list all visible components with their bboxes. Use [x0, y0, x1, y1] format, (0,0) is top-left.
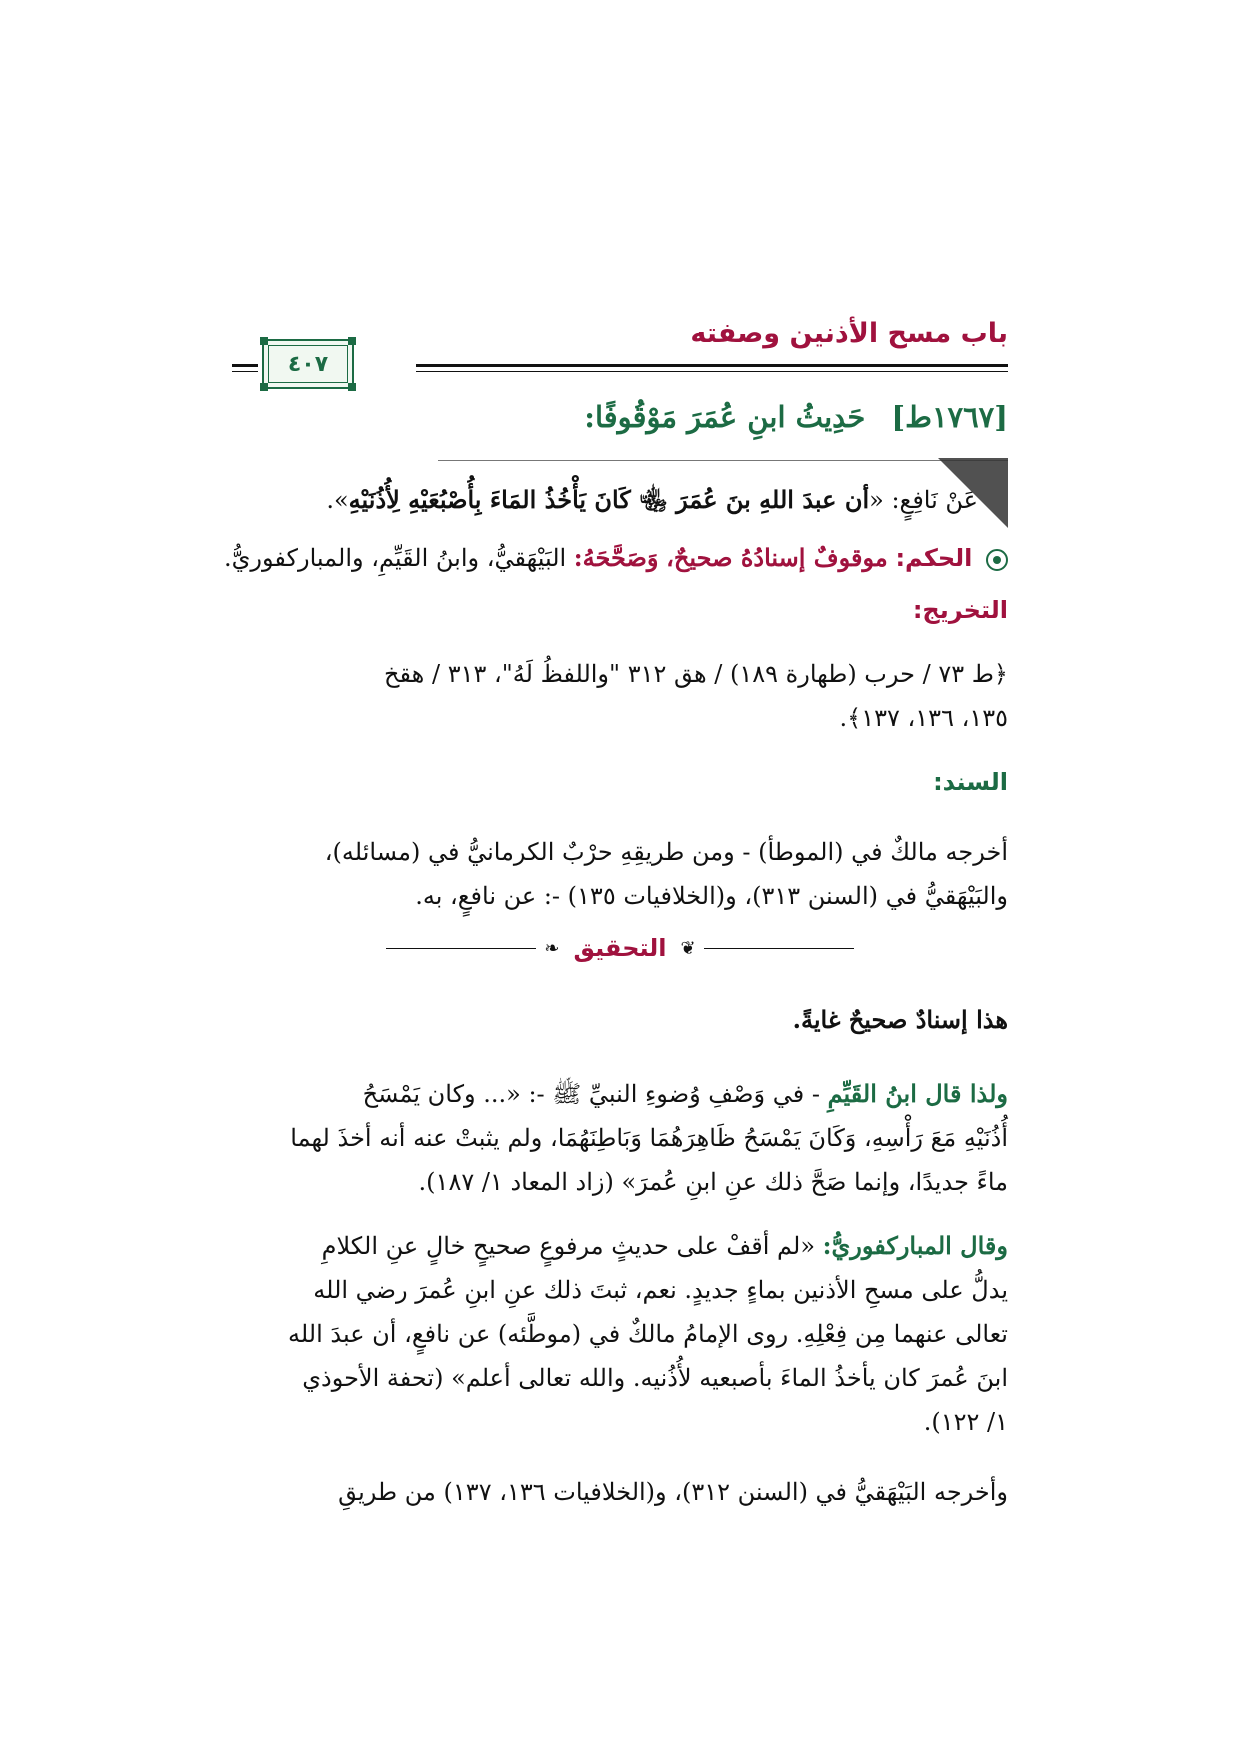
- sanad-heading: السند:: [933, 768, 1008, 796]
- frame-corner-icon: [260, 383, 268, 391]
- header-rule-left: [232, 364, 258, 367]
- ruling-line: [224, 536, 1008, 580]
- ruling-authenticated-by: وَصَحَّحَهُ:: [573, 543, 659, 572]
- divider-line: [704, 948, 854, 949]
- p1-line-1-rest: - في وَصْفِ وُضوءِ النبيِّ ﷺ -: «... وكان يَمْسَحُ: [362, 1080, 828, 1108]
- flourish-icon: ❦: [680, 937, 696, 959]
- tahqiq-divider: [232, 928, 1008, 968]
- hadith-text-bold: أن عبدَ اللهِ بنَ عُمَرَ ﵄ كَانَ يَأْخُذُ المَاءَ بِأُصْبُعَيْهِ لِأُذُنَيْهِ: [348, 485, 870, 514]
- p2-line-3: تعالى عنهما مِن فِعْلِهِ. روى الإمامُ مالكٌ في (موطَّئه) عن نافعٍ، أن عبدَ الله: [287, 1320, 1008, 1348]
- hadith-title: حَدِيثُ ابنِ عُمَرَ مَوْقُوفًا:: [584, 400, 866, 434]
- p2-line-4: ابنَ عُمرَ كان يأخذُ الماءَ بأصبعيه لأُذُنيه. والله تعالى أعلم» (تحفة الأحوذي: [302, 1364, 1008, 1392]
- takhrij-line-1: ﴿ط ٧٣ / حرب (طهارة ١٨٩) / هق ٣١٢ "واللفظُ لَهُ"، ٣١٣ / هقخ: [384, 660, 1008, 688]
- hadith-text-prefix: عَنْ نَافِعٍ: «: [869, 486, 978, 514]
- divider-line: [386, 948, 536, 949]
- takhrij-heading: التخريج:: [912, 596, 1008, 624]
- p1-line-1: [232, 1072, 1008, 1116]
- p2-lead: وقال المباركفوريُّ:: [822, 1231, 1008, 1260]
- p1-lead: ولذا قال ابنُ القَيِّمِ: [827, 1079, 1008, 1108]
- p2-line-1-rest: «لم أقفْ على حديثٍ مرفوعٍ صحيحٍ خالٍ عنِ الكلامِ: [321, 1232, 823, 1260]
- hadith-text: [232, 478, 978, 522]
- p2-line-1: [232, 1224, 1008, 1268]
- hadith-text-suffix: ».: [326, 486, 349, 514]
- flower-icon: [986, 549, 1008, 571]
- heading-underline: [438, 460, 1008, 461]
- sanad-line-2: والبَيْهَقيُّ في (السنن ٣١٣)، و(الخلافيات ١٣٥) -: عن نافعٍ، به.: [415, 882, 1008, 910]
- flourish-icon: ❧: [544, 937, 560, 959]
- header-rule-left-thin: [232, 371, 258, 372]
- ruling-label: الحكم:: [895, 544, 973, 572]
- header-rule: [416, 364, 1008, 367]
- hadith-number: [١٧٦٧ط]: [891, 400, 1008, 434]
- p2-line-5: ١/ ١٢٢).: [923, 1408, 1008, 1436]
- p2-line-2: يدلُّ على مسحِ الأذنين بماءٍ جديدٍ. نعم، ثبتَ ذلك عنِ ابنِ عُمرَ رضي الله: [313, 1276, 1008, 1304]
- tahqiq-label: التحقيق: [573, 934, 667, 962]
- header-rule-thin: [416, 371, 1008, 372]
- frame-corner-icon: [348, 383, 356, 391]
- page-number-frame: [262, 339, 354, 389]
- p1-line-3: ماءً جديدًا، وإنما صَحَّ ذلك عنِ ابنِ عُمرَ» (زاد المعاد ١/ ١٨٧).: [418, 1168, 1008, 1196]
- ruling-scholars: البَيْهَقيُّ، وابنُ القَيِّمِ، والمباركفوريُّ.: [224, 544, 574, 572]
- p3-line-1: وأخرجه البَيْهَقيُّ في (السنن ٣١٢)، و(الخلافيات ١٣٦، ١٣٧) من طريقِ: [338, 1478, 1008, 1506]
- frame-corner-icon: [260, 337, 268, 345]
- p1-line-2: أُذُنَيْهِ مَعَ رَأْسِهِ، وَكَانَ يَمْسَحُ ظَاهِرَهُمَا وَبَاطِنَهُمَا، ولم يثبتْ عنه أنه أخذَ لهما: [290, 1124, 1008, 1152]
- chapter-title: باب مسح الأذنين وصفته: [690, 318, 1008, 349]
- tahqiq-verdict: هذا إسنادٌ صحيحٌ غايةً.: [792, 1005, 1008, 1034]
- sanad-line-1: أخرجه مالكٌ في (الموطأ) - ومن طريقِهِ حرْبٌ الكرمانيُّ في (مسائله)،: [324, 838, 1008, 866]
- ruling-verdict: موقوفٌ إسنادُهُ صحيحٌ،: [666, 543, 888, 572]
- frame-corner-icon: [348, 337, 356, 345]
- takhrij-line-2: ١٣٥، ١٣٦، ١٣٧﴾.: [839, 704, 1008, 732]
- page-number: ٤٠٧: [287, 351, 329, 377]
- hadith-heading: [584, 400, 1008, 434]
